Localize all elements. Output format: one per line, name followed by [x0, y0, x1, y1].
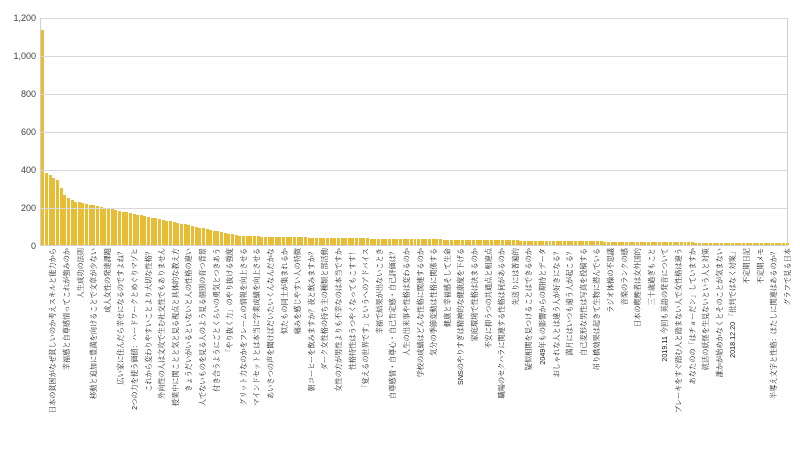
bar	[293, 237, 296, 245]
bar	[322, 238, 325, 245]
bar	[275, 237, 278, 245]
bar	[563, 241, 566, 245]
bar	[366, 238, 369, 245]
bar	[767, 243, 770, 245]
x-axis-tick-label: 授業中に関ことと気と見る視点と具体的な教え方	[170, 248, 180, 407]
gridline	[41, 170, 787, 171]
bar	[461, 240, 464, 245]
bar	[253, 236, 256, 245]
bar	[286, 237, 289, 245]
bar	[541, 241, 544, 245]
x-axis-tick-label: 移動と追加に豊満を向けることで文章が少ない	[89, 248, 99, 399]
bar	[103, 208, 106, 245]
bar	[592, 241, 595, 245]
bar	[497, 240, 500, 245]
bar	[147, 217, 150, 245]
bar	[611, 242, 614, 245]
bar	[216, 231, 219, 245]
x-axis-tick-label: 幸福で結果が出ないことき	[374, 248, 384, 335]
x-axis-tick-label: 似たもの同士が集まれるか	[279, 248, 289, 335]
x-axis-tick-label: きょうだいがいるといないと人の性格の違い	[184, 248, 194, 392]
bar	[289, 237, 292, 245]
bar	[753, 243, 756, 245]
bar	[85, 204, 88, 245]
bar	[483, 240, 486, 245]
bar	[282, 237, 285, 245]
bar	[607, 242, 610, 245]
bar	[479, 240, 482, 245]
bar	[187, 225, 190, 245]
bar	[388, 239, 391, 245]
bar	[680, 242, 683, 245]
bar	[454, 240, 457, 245]
x-axis-category-labels	[41, 248, 792, 470]
bar	[782, 243, 785, 245]
bar	[319, 238, 322, 245]
x-axis-tick-label: 不安に抑うつの共通点と相違点	[483, 248, 493, 349]
bar	[169, 221, 172, 245]
bar	[476, 240, 479, 245]
bar	[603, 242, 606, 246]
x-axis-tick-label: 不定期メモ	[755, 248, 765, 284]
x-axis-tick-label: 女性の方が男性よりも不幸なのは本当ですか	[334, 248, 344, 392]
y-axis-tick-label: 800	[20, 89, 36, 99]
bar	[268, 237, 271, 245]
x-axis-tick-label: 疑似相関を見つけることはできるのか	[524, 248, 534, 371]
bar	[570, 241, 573, 245]
x-axis-tick-label: グラフで見る日本	[782, 248, 792, 306]
bar	[490, 240, 493, 245]
bar	[446, 240, 449, 245]
bar	[556, 241, 559, 245]
bar	[764, 243, 767, 245]
bar	[414, 239, 417, 245]
bar	[198, 228, 201, 245]
bar	[523, 241, 526, 245]
bar	[184, 224, 187, 245]
bar	[421, 239, 424, 245]
x-axis-tick-label: 日本の貧困がなぜ貧しいのか考えスキルと能力から	[48, 248, 58, 414]
bar	[224, 233, 227, 245]
bar	[468, 240, 471, 245]
bar	[351, 238, 354, 245]
bar	[552, 241, 555, 245]
bar	[392, 239, 395, 245]
x-axis-tick-label: SNSのやりすぎは精神的な健康度を下げる	[456, 248, 466, 385]
bar	[727, 243, 730, 245]
bar	[271, 237, 274, 245]
y-axis-tick-label: 1,000	[13, 51, 36, 61]
x-axis-tick-label: 人生の出来事や性格は変わるのか	[402, 248, 412, 356]
y-axis-tick-label: 200	[20, 203, 36, 213]
bar	[662, 242, 665, 245]
bar	[235, 235, 238, 245]
gridline	[41, 132, 787, 133]
x-axis-tick-label: あいさつの声を聞けばだいたいくんなんだかな	[266, 248, 276, 399]
bar	[52, 178, 55, 245]
x-axis-tick-label: 学校の成績はどんな性格に関連するのか	[415, 248, 425, 378]
bar	[676, 242, 679, 245]
bar	[465, 240, 468, 245]
x-axis-tick-label: 不定期日記	[742, 248, 752, 284]
bar	[559, 241, 562, 245]
bar	[545, 241, 548, 245]
x-axis-tick-label: 自尊感情・自尊心・自己肯定感・自己評価は？	[388, 248, 398, 399]
x-axis-tick-label: 日本の喫煙者は女外国的	[633, 248, 643, 328]
bar	[658, 242, 661, 245]
bar	[260, 237, 263, 245]
x-axis-tick-label: 職場のセクハラに関連する性格は何があるのか	[497, 248, 507, 399]
bar	[300, 237, 303, 245]
bar	[96, 206, 99, 245]
bar	[246, 236, 249, 245]
bar	[435, 239, 438, 245]
bar	[705, 243, 708, 245]
bar	[760, 243, 763, 245]
bar	[673, 242, 676, 245]
bar	[698, 243, 701, 245]
bar	[118, 211, 121, 245]
bar	[165, 221, 168, 245]
x-axis-tick-label: おしゃれな人とは違う人が好きになる？	[551, 248, 561, 378]
bar	[746, 243, 749, 245]
bar	[220, 232, 223, 245]
bar	[154, 218, 157, 245]
bar	[333, 238, 336, 245]
bar	[530, 241, 533, 245]
bar	[505, 240, 508, 245]
bar	[125, 212, 128, 245]
bar	[742, 243, 745, 245]
x-axis-tick-label: 性格特性はうつやくなってもこすす！	[347, 248, 357, 371]
bar	[114, 210, 117, 245]
bar	[297, 237, 300, 245]
bar	[534, 241, 537, 245]
bar	[67, 198, 70, 246]
bar	[512, 240, 515, 245]
bar	[486, 240, 489, 245]
bar	[406, 239, 409, 245]
bar	[472, 240, 475, 245]
bar	[89, 205, 92, 245]
bar	[355, 238, 358, 245]
bar	[377, 239, 380, 245]
bar	[581, 241, 584, 245]
bar	[549, 241, 552, 245]
bar	[337, 238, 340, 245]
bar	[49, 175, 52, 245]
x-axis-tick-label: 朝コーヒーを飲みますか？夜と飲みますか？	[306, 248, 316, 392]
bar	[687, 242, 690, 245]
bar	[41, 30, 44, 245]
bar	[107, 209, 110, 245]
x-axis-tick-label: 付き合うようにごとくらいの勇気とつきあう	[211, 248, 221, 392]
x-axis-tick-label: 自己変形な男性は写真を投稿する	[578, 248, 588, 356]
x-axis-tick-label: 成人女性の発達課題	[102, 248, 112, 313]
bar	[428, 239, 431, 245]
x-axis-tick-label: 2019.11 今回も英語の発音について	[660, 248, 670, 362]
bar	[731, 243, 734, 245]
bar	[443, 240, 446, 245]
x-axis-tick-label: 気分の季節変動は性格に関係する	[429, 248, 439, 356]
bar	[330, 238, 333, 245]
x-axis-tick-label: 誰かが始めかなくとそのことが気まない	[714, 248, 724, 378]
bar	[600, 241, 603, 245]
bar	[341, 238, 344, 245]
bar	[143, 216, 146, 245]
bar	[242, 236, 245, 245]
bar	[410, 239, 413, 245]
bar	[231, 234, 234, 245]
bar	[399, 239, 402, 245]
bar	[574, 241, 577, 245]
bar	[381, 239, 384, 245]
bar	[669, 242, 672, 245]
bar	[756, 243, 759, 245]
bar	[136, 215, 139, 245]
bar	[632, 242, 635, 245]
bar	[359, 238, 362, 245]
x-axis-tick-label: 広い家に住んだら幸せになるのですよね？	[116, 248, 126, 385]
bar	[249, 236, 252, 245]
bar	[621, 242, 624, 245]
bar	[304, 237, 307, 245]
bar	[209, 230, 212, 245]
bar	[501, 240, 504, 245]
bar	[403, 239, 406, 245]
bar	[585, 241, 588, 245]
x-axis-tick-label: 満月にはいつも遠う人が起こる？	[565, 248, 575, 356]
bar	[195, 227, 198, 245]
x-axis-tick-label: マインドセットとは本当に学業成績を向上させる	[252, 248, 262, 406]
bar	[133, 214, 136, 245]
x-axis-tick-label: 音楽のランクの感	[619, 248, 629, 306]
x-axis-tick-label: 就活の妖怪を生見ないという人と対策	[701, 248, 711, 371]
bar	[709, 243, 712, 245]
bar	[684, 242, 687, 245]
bar	[100, 207, 103, 245]
bar	[151, 218, 154, 245]
bar	[735, 243, 738, 245]
gridline	[41, 94, 787, 95]
x-axis-tick-label: ダーク女性格の持ち主の種類と部活動	[320, 248, 330, 371]
bar	[162, 220, 165, 245]
bar	[370, 239, 373, 246]
x-axis-tick-label: 2つの力を使う価値：ハードワークとめぐりマゾヒ	[130, 248, 140, 410]
bar	[176, 223, 179, 245]
x-axis-tick-label: 外向性の人は文攻で生む社交性でもありません	[157, 248, 167, 399]
bar	[92, 205, 95, 245]
bar	[647, 242, 650, 245]
x-axis-tick-label: ラジオ体操の不思議	[606, 248, 616, 313]
y-axis	[0, 13, 36, 251]
bar	[519, 241, 522, 246]
bar	[202, 228, 205, 245]
gridline	[41, 208, 787, 209]
bar	[618, 242, 621, 245]
y-axis-tick-label: 600	[20, 127, 36, 137]
x-axis-tick-label: 先送りには普遍的	[510, 248, 520, 306]
bar	[636, 242, 639, 245]
bar	[344, 238, 347, 245]
bar	[724, 243, 727, 245]
bar	[122, 212, 125, 245]
bar	[578, 241, 581, 245]
x-axis-tick-label: 「やり抜く力」のやり抜ける強度	[225, 248, 235, 356]
y-axis-tick-label: 1,200	[13, 13, 36, 23]
bar	[738, 243, 741, 245]
x-axis-tick-label: あなたのの「はチョーだン」していますか	[687, 248, 697, 385]
bar	[640, 242, 643, 245]
bar	[111, 209, 114, 245]
x-axis-tick-label: グリット力なのかをフレームの情報を向上させる	[238, 248, 248, 406]
bar	[596, 241, 599, 245]
bar	[716, 243, 719, 245]
bar	[702, 243, 705, 245]
bar	[527, 241, 530, 245]
bar	[315, 238, 318, 245]
gridline	[41, 18, 787, 19]
plot-area	[40, 18, 788, 246]
bar	[60, 188, 63, 245]
bar	[713, 243, 716, 245]
bar	[629, 242, 632, 245]
x-axis-tick-label: 半導え文字と性格：ほたしに関連はあるのか？	[769, 248, 779, 399]
bar	[395, 239, 398, 245]
bar	[775, 243, 778, 245]
bar	[326, 238, 329, 245]
bar	[227, 234, 230, 245]
bar	[508, 240, 511, 245]
bar	[56, 180, 59, 245]
bar	[384, 239, 387, 245]
bar	[778, 243, 781, 245]
x-axis-tick-label: 家庭環境で性格は決まるのか	[470, 248, 480, 342]
bar	[158, 219, 161, 245]
bar	[665, 242, 668, 245]
x-axis-tick-label: 痛みを感じやすい人の特徴	[293, 248, 303, 335]
bar	[180, 224, 183, 245]
bar	[516, 240, 519, 245]
bar	[589, 241, 592, 245]
x-axis-tick-label: ブレーキをすぐ踏む人と踏まない人で女性格は違う	[674, 248, 684, 414]
bar	[213, 231, 216, 245]
y-axis-tick-label: 400	[20, 165, 36, 175]
bar	[694, 243, 697, 245]
bar	[494, 240, 497, 245]
bar	[81, 203, 84, 245]
bar	[257, 236, 260, 245]
bar	[191, 226, 194, 245]
bar	[749, 243, 752, 245]
bar	[362, 238, 365, 245]
x-axis-tick-label: 吊り橋効果は起きて生物に潜んでいる	[592, 248, 602, 371]
bar	[129, 213, 132, 245]
bar	[424, 239, 427, 245]
bar	[264, 237, 267, 245]
bar	[654, 242, 657, 245]
bar	[625, 242, 628, 245]
gridline	[41, 56, 787, 57]
bar	[439, 239, 442, 245]
x-axis-tick-label: 三十歳過ぎもこと	[646, 248, 656, 306]
bar	[771, 243, 774, 245]
y-axis-tick-label: 0	[30, 241, 36, 251]
bar	[308, 238, 311, 246]
bar	[278, 237, 281, 245]
x-axis-tick-label: これから変わりやすいことより大切な性格？	[143, 248, 153, 392]
bar	[173, 222, 176, 245]
bar	[720, 243, 723, 245]
bar	[450, 240, 453, 245]
bar	[311, 238, 314, 245]
bar	[643, 242, 646, 245]
bar	[614, 242, 617, 245]
bar	[691, 242, 694, 245]
bar	[238, 236, 241, 245]
x-axis-tick-label: 幸福感と自尊感情ってこれが強みのか	[62, 248, 72, 371]
x-axis-tick-label: 健康と幸福感そして生命	[442, 248, 452, 328]
bar	[651, 242, 654, 245]
bar	[373, 239, 376, 245]
x-axis-tick-label: 2018.12.20 「批判ではなく対案」	[728, 248, 738, 358]
bar	[417, 239, 420, 245]
bar	[786, 243, 789, 245]
bar	[567, 241, 570, 245]
x-axis-tick-label: 2049年もの影響からの期待とデータ	[538, 248, 548, 365]
bar	[457, 240, 460, 245]
bar	[140, 215, 143, 245]
bar	[348, 238, 351, 245]
x-axis-tick-label: 「覚えるの世界です」というへのアドバイス	[361, 248, 371, 392]
bar	[432, 239, 435, 245]
x-axis-tick-label: 人生成功の法則	[75, 248, 85, 299]
x-axis-tick-label: 人でないものを見る人のよう見る個別の育つ背景	[198, 248, 208, 407]
bar	[538, 241, 541, 245]
bar	[63, 195, 66, 245]
bar	[206, 229, 209, 245]
